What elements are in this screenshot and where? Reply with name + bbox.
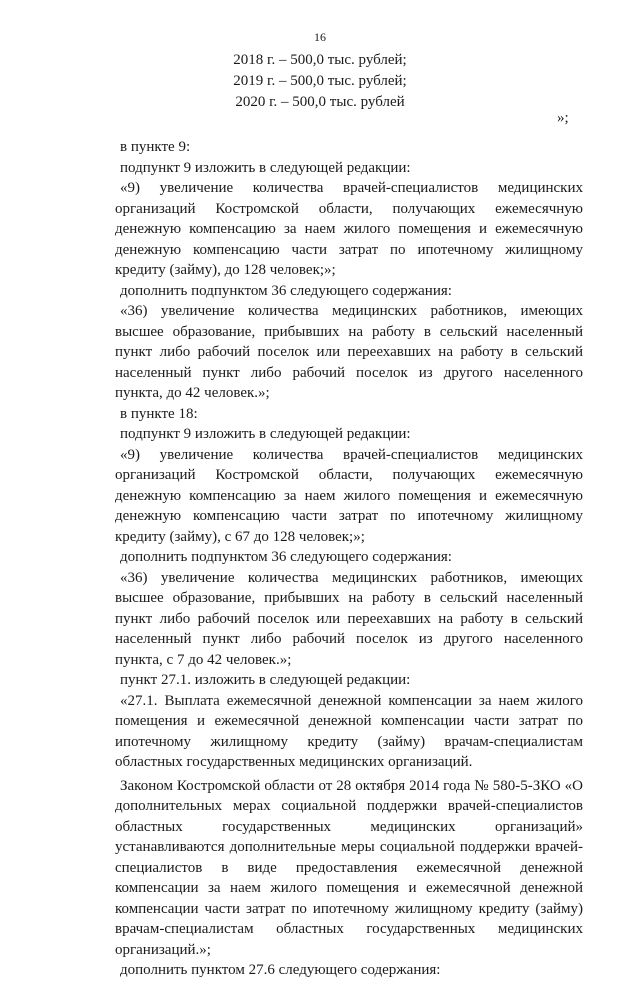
paragraph-subpoint-36-text: «36) увеличение количества медицинских работников, имеющих высшее образование, прибывших на работу в сельский населенный пункт либо рабочий поселок или переехавших на работу в сельский населенный пункт либо рабочий поселок из другого населенного пункта, до 42 человек.»;: [115, 303, 583, 401]
paragraph-add-subpoint-36-2: дополнить подпунктом 36 следующего содержания:: [120, 549, 452, 565]
budget-lines: [0, 50, 640, 113]
paragraph-point-27-1-text: «27.1. Выплата ежемесячной денежной компенсации за наем жилого помещения и ежемесячной денежной компенсации части затрат по ипотечному жилищному кредиту (займу) врачам-специалистам областных государственных медицинских организаций.: [115, 692, 583, 770]
paragraph-subpoint-9-heading: подпункт 9 изложить в следующей редакции:: [120, 159, 411, 176]
budget-line-2020: 2020 г. – 500,0 тыс. рублей: [235, 94, 405, 110]
paragraph-subpoint-36-text-2: «36) увеличение количества медицинских работников, имеющих высшее образование, прибывших на работу в сельский населенный пункт либо рабочий поселок или переехавших на работу в сельский населенный пункт либо рабочий поселок из другого населенного пункта, с 7 до 42 человек.»;: [115, 569, 583, 668]
paragraph-point-27-1-heading: пункт 27.1. изложить в следующей редакции:: [120, 672, 411, 688]
budget-line-2019: 2019 г. – 500,0 тыс. рублей;: [233, 73, 407, 89]
budget-line-2018: 2018 г. – 500,0 тыс. рублей;: [233, 52, 407, 68]
closing-quote: »;: [557, 110, 569, 126]
paragraph-add-point-27-6: дополнить пунктом 27.6 следующего содержания:: [120, 962, 441, 978]
document-body: [115, 137, 583, 981]
paragraph-subpoint-9-heading-2: подпункт 9 изложить в следующей редакции:: [120, 426, 411, 442]
paragraph-point-18: в пункте 18:: [120, 405, 198, 422]
paragraph-subpoint-9-text: «9) увеличение количества врачей-специалистов медицинских организаций Костромской области, получающих ежемесячную денежную компенсацию за наем жилого помещения и ежемесячную денежную компенсацию части затрат по ипотечному жилищному кредиту (займу), до 128 человек;»;: [115, 180, 583, 278]
paragraph-add-subpoint-36: дополнить подпунктом 36 следующего содержания:: [120, 282, 452, 299]
paragraph-subpoint-9-text-2: «9) увеличение количества врачей-специалистов медицинских организаций Костромской области, получающих ежемесячную денежную компенсацию за наем жилого помещения и ежемесячную денежную компенсацию части затрат по ипотечному жилищному кредиту (займу), с 67 до 128 человек;»;: [115, 446, 583, 545]
paragraph-point-9: в пункте 9:: [120, 139, 191, 155]
paragraph-law-reference: Законом Костромской области от 28 октября 2014 года № 580-5-ЗКО «О дополнительных мерах социальной поддержки врачей-специалистов областных государственных медицинских организаций» устанавливаются дополнительные меры социальной поддержки врачей-специалистов в виде предоставления ежемесячной денежной компенсации за наем жилого помещения и ежемесячной денежной компенсации части затрат по ипотечному жилищному кредиту (займу) врачам-специалистам областных государственных медицинских организаций.»;: [115, 777, 583, 958]
page-number: 16: [314, 30, 326, 44]
